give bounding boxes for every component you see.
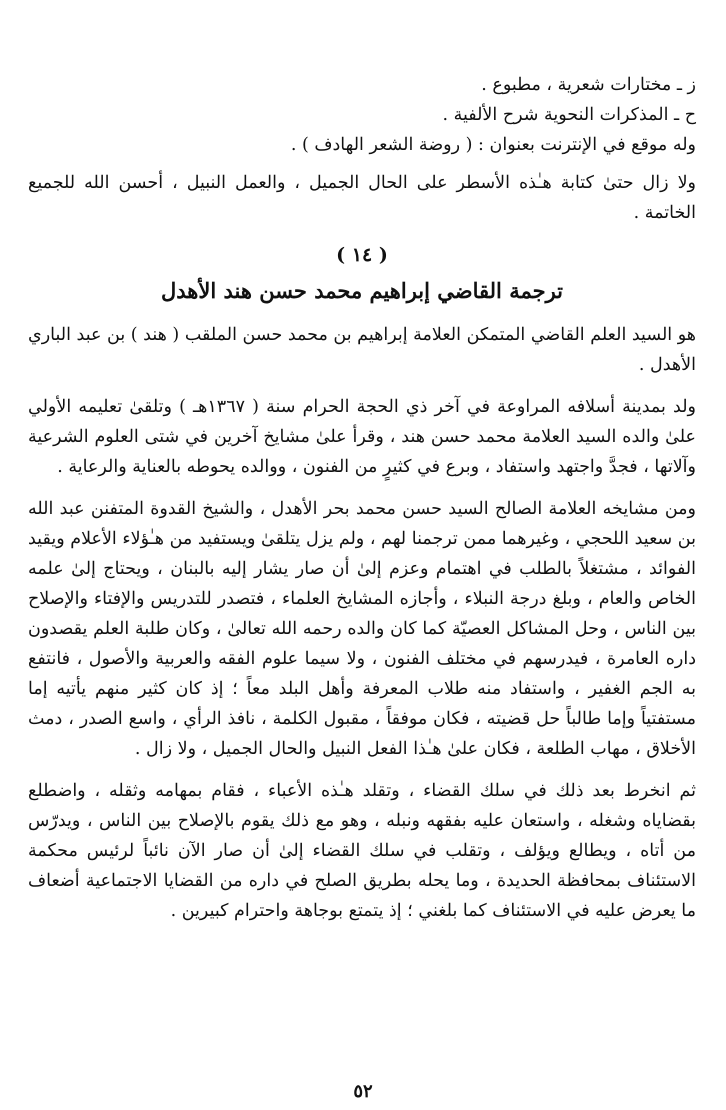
paragraph: ولد بمدينة أسلافه المراوعة في آخر ذي الحجة الحرام سنة ( ١٣٦٧هـ ) وتلقىٰ تعليمه الأولي علىٰ والده السيد العلامة محمد حسن هند ، وقرأ علىٰ مشايخ آخرين في شتى العلوم الشرعية وآلاتها ، فجدَّ واجتهد واستفاد ، وبرع في كثيرٍ من الفنون ، ووالده يحوطه بالعناية والرعاية . [28,397,696,477]
paragraph: هو السيد العلم القاضي المتمكن العلامة إبراهيم بن محمد حسن الملقب ( هند ) بن عبد الباري الأهدل . [28,325,696,375]
page-number: ٥٢ [353,1081,373,1102]
section-number: ( ١٤ ) [336,244,388,266]
closing-paragraph: ولا زال حتىٰ كتابة هـٰذه الأسطر على الحال الجميل ، والعمل النبيل ، أحسن الله للجميع الخاتمة . [28,173,696,223]
section-title: ترجمة القاضي إبراهيم محمد حسن هند الأهدل [160,278,564,303]
list-item: ز ـ مختارات شعرية ، مطبوع . [481,75,696,95]
list-item: ح ـ المذكرات النحوية شرح الألفية . [442,105,696,125]
paragraph: ومن مشايخه العلامة الصالح السيد حسن محمد بحر الأهدل ، والشيخ القدوة المتفنن عبد الله بن سعيد اللحجي ، وغيرهما ممن ترجمنا لهم ، ولم يزل يتلقىٰ ويستفيد من هـٰؤلاء الأعلام ويقيد الفوائد ، مشتغلاً بالطلب في اهتمام وعزم إلىٰ أن صار يشار إليه بالبنان ، ويحتاج إلىٰ علمه الخاص والعام ، وبلغ درجة النبلاء ، وأجازه المشايخ العلماء ، فتصدر للتدريس والإفتاء والإصلاح بين الناس ، وحل المشاكل العصيّة كما كان والده رحمه الله تعالىٰ ، وكان طلبة العلم يقصدون داره العامرة ، فيدرسهم في مختلف الفنون ، ولا سيما علوم الفقه والعربية والأصول ، فانتفع به الجم الغفير ، واستفاد منه طلاب المعرفة وأهل البلد معاً ؛ إذ كان كثير منهم يأتيه إما مستفتياً وإما طالباً حل قضيته ، فكان موفقاً ، مقبول الكلمة ، نافذ الرأي ، واسع الصدر ، دمث الأخلاق ، مهاب الطلعة ، فكان علىٰ هـٰذا الفعل النبيل والحال الجميل ، ولا زال . [28,499,696,759]
paragraph: ثم انخرط بعد ذلك في سلك القضاء ، وتقلد هـٰذه الأعباء ، فقام بمهامه وثقله ، واضطلع بقضاياه وشغله ، واستعان عليه بفقهه ونبله ، وهو مع ذلك يقوم بالإصلاح بين الناس ، ويدرّس من أتاه ، ويطالع ويؤلف ، وتقلب في سلك القضاء إلىٰ أن صار الآن نائباً لرئيس محكمة الاستئناف بمحافظة الحديدة ، وما يحله بطريق الصلح في داره من القضايا الاجتماعية أضعاف ما يعرض عليه في الاستئناف كما بلغني ؛ إذ يتمتع بوجاهة واحترام كبيرين . [28,781,696,921]
list-item: وله موقع في الإنترنت بعنوان : ( روضة الشعر الهادف ) . [290,135,696,155]
